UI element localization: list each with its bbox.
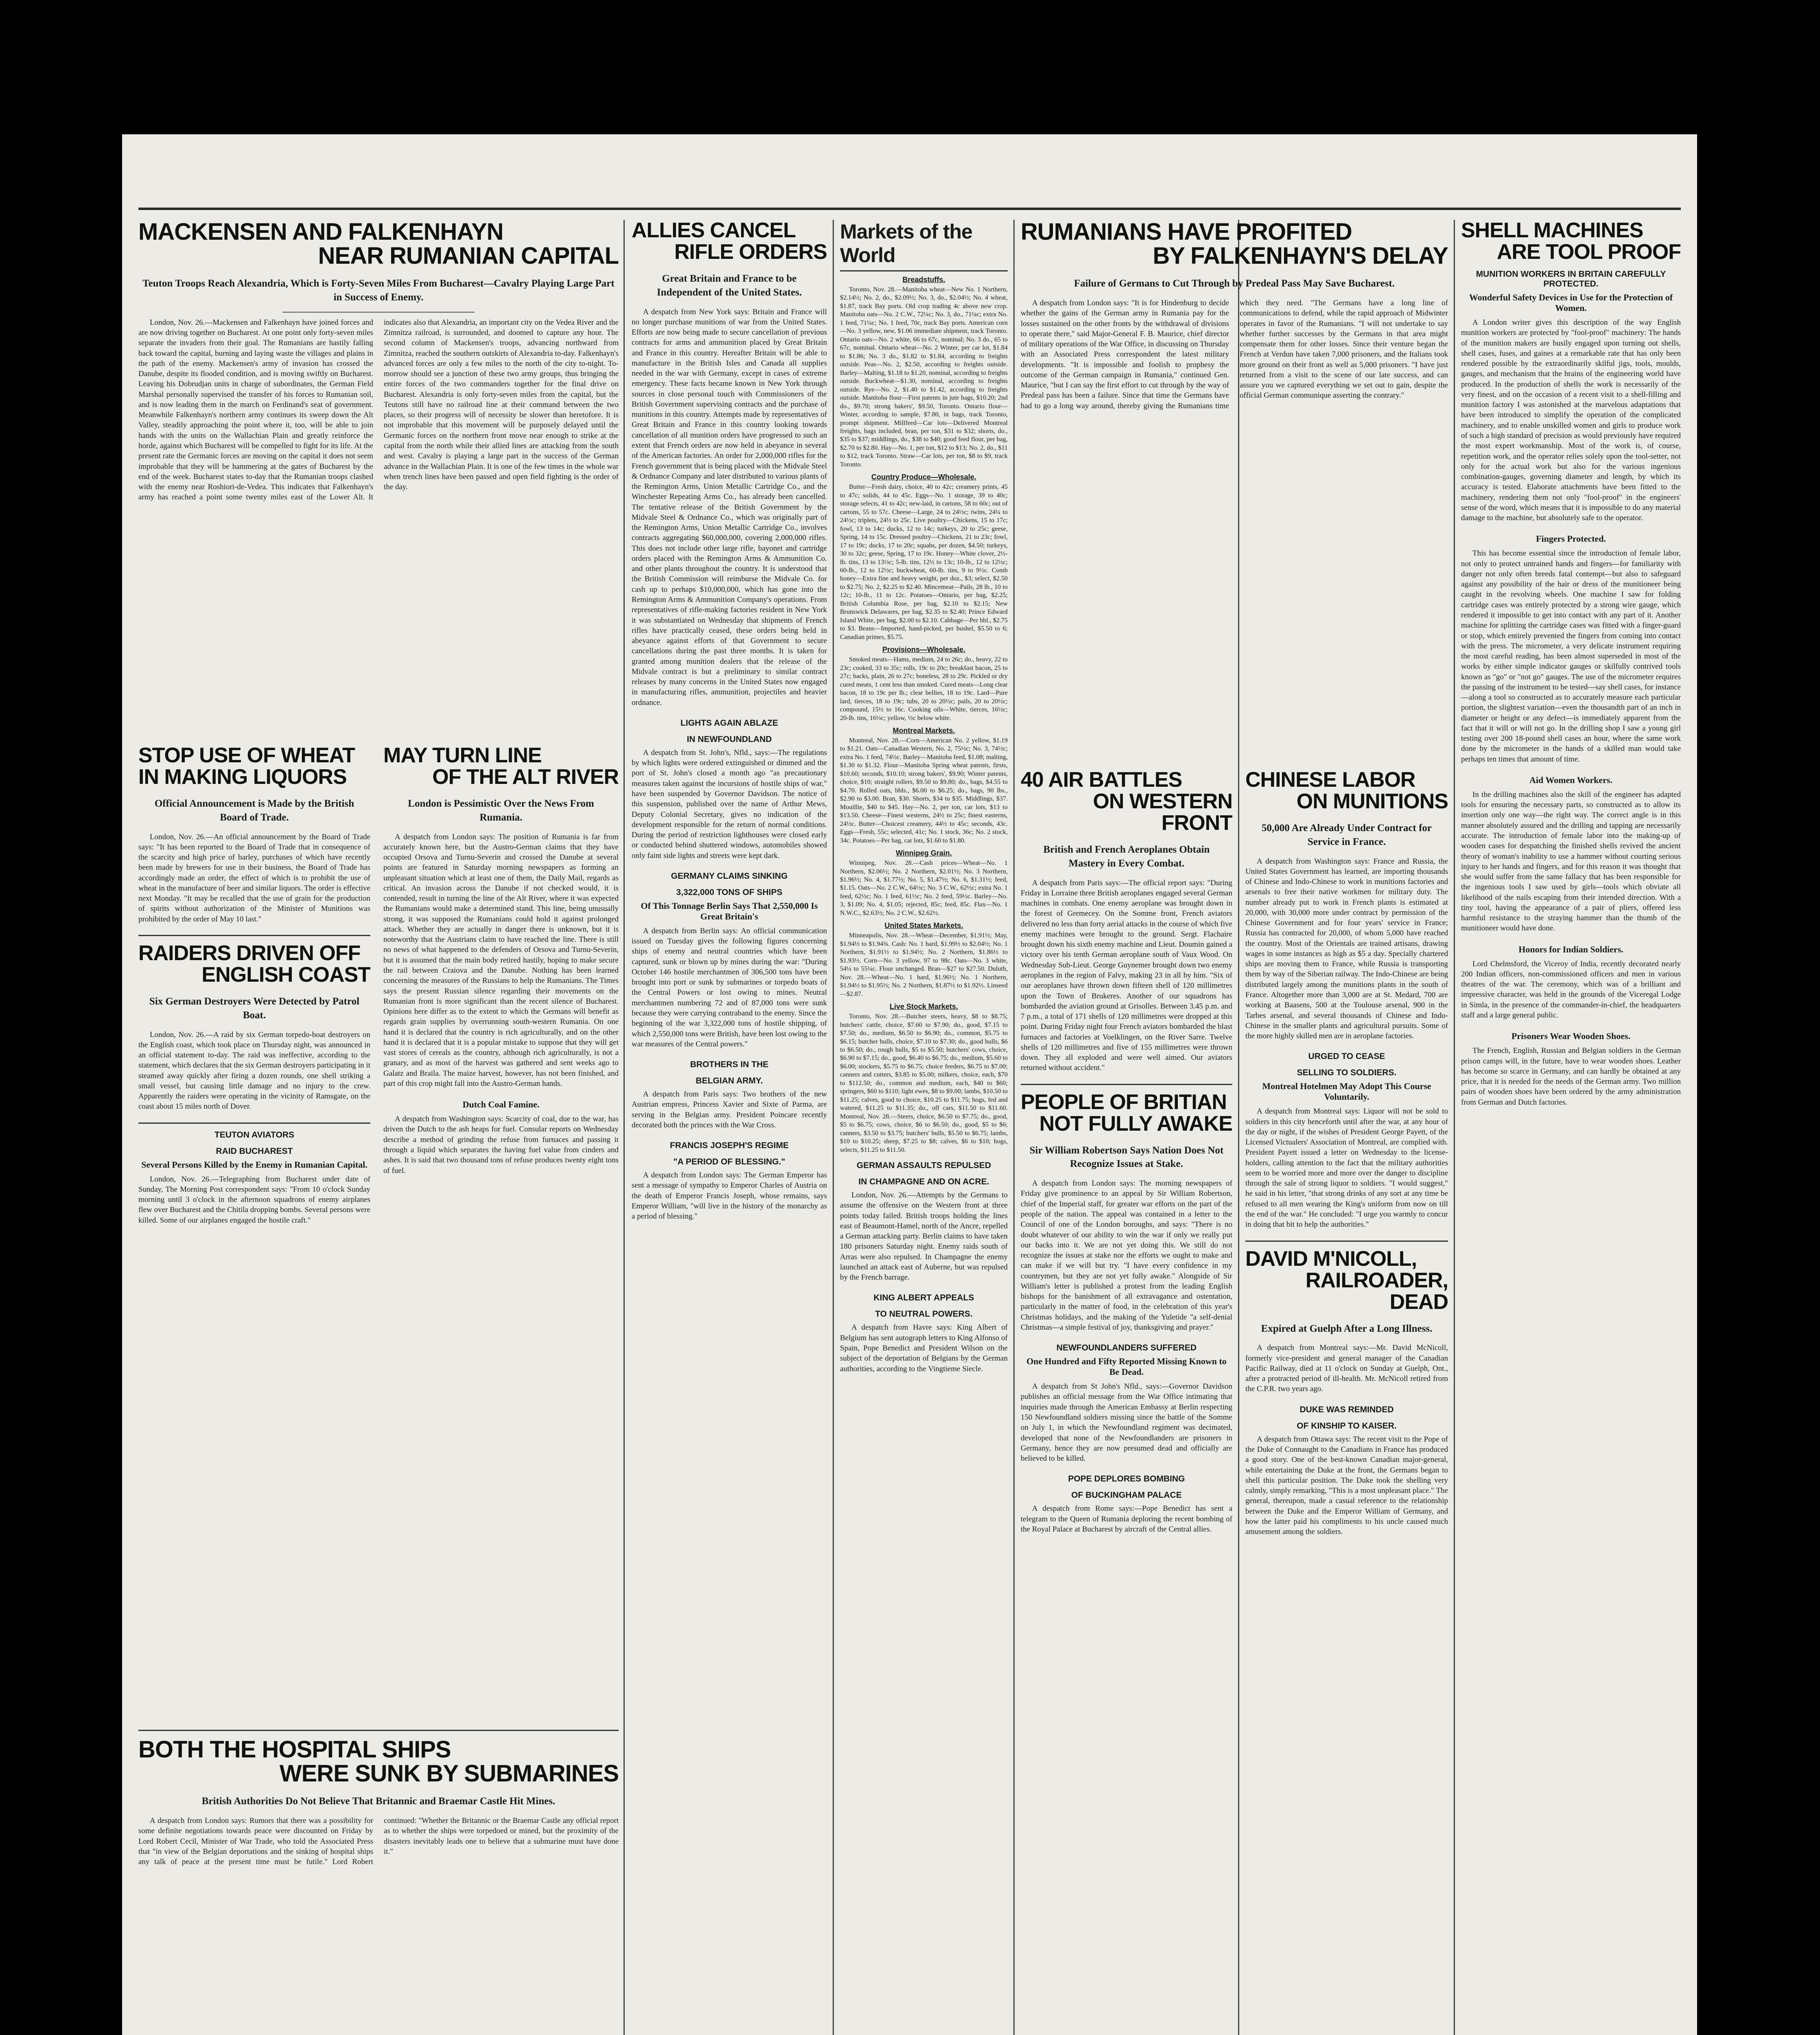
market-section-body: Toronto, Nov. 28.—Manitoba wheat—New No. 1 Northern, $2.14½; No. 2, do., $2.09½; No. 3, do., $2.04½; No. 4 wheat, $1.87, track Bay ports. Old crop trading 4c above new crop. Manitoba oats—No. 2 C.W., 72¼c; No. 3, do., 71¼c; extra No. 1 feed, 71¼c; No. 1 feed, 70c, track Bay ports. American corn—No. 3 yellow, new, $1.06 immediate shipment, track Toronto. Ontario oats—No. 2 white, 66 to 67c, nominal; No. 3 do., 65 to 67c, nominal. Ontario wheat—No. 2 Winter, per car lot, $1.84 to $1.86; No. 3 do., $1.82 to $1.84, according to freights outside. Peas—No. 2, $2.50, according to freights outside. Barley—Malting, $1.18 to $1.20, nominal, according to freights outside. Buckwheat—$1.30, nominal, according to freights outside. Rye—No. 2, $1.40 to $1.42, according to freights outside. Manitoba flour—First patents in jute bags, $10.20; 2nd do., $9.70; strong bakers', $9.50, Toronto. Ontario flour—Winter, according to sample, $7.80, in bags, track Toronto, prompt shipment. Millfeed—Car lots—Delivered Montreal freights, bags included, bran, per ton, $31 to $32; shorts, do., $35 to $37; middlings, do., $38 to $40; good feed flour, per bag, $2.70 to $2.80. Hay—No. 1, per ton, $12 to $13; No. 2, do., $11 to $12, track Toronto. Straw—Car lots, per ton, $8 to $9, track Toronto. xyxy=(840,286,1008,468)
subhead: FRANCIS JOSEPH'S REGIME xyxy=(669,1141,789,1151)
market-section-head: Breadstuffs. xyxy=(902,276,945,284)
subhead: OF BUCKINGHAM PALACE xyxy=(1071,1490,1182,1500)
subhead: "A PERIOD OF BLESSING." xyxy=(673,1157,785,1167)
markets-title: Markets of the World xyxy=(840,220,972,267)
column-6 xyxy=(1245,769,1448,2035)
article-body: London, Nov. 26.—Telegraphing from Bucharest under date of Sunday, The Morning Post correspondent says: "From 10 o'clock Sunday morning until 3 o'clock in the afternoon squadrons of enemy airplanes flew over Bucharest and the Chitila dropping bombs. Several persons were killed. Some of our airplanes engaged the hostile craft." xyxy=(138,1175,370,1225)
article-body: A despatch from Paris says:—The official report says: "During Friday in Lorraine three British aeroplanes engaged several German machines in combats. One enemy aeroplane was brought down in the forest of Gremecey. On the Somme front, French aviators delivered no less than forty aerial attacks in the course of which five enemy machines were brought to the ground. Sergt. Flachaire brought down his sixth enemy machine and Lieut. Doumin gained a victory over his tenth German aeroplane south of Vaux Wood. On Wednesday Sub-Lieut. George Guynemer brought down two enemy aeroplanes in the region of Falvy, making 23 in all by him. "Six of our aeroplanes have thrown down fifteen shell of 120 millimetres upon the Town of Brukeres. Another of our squadrons has bombarded the aviation ground at Grisolles. Between 3.45 p.m. and 7 p.m., a total of 171 shells of 120 millimetres were dropped at this point. During Friday night four French aviators bombarded the blast furnaces and factories at Voelklingen, on the River Sarre. Twelve shells of 120 millimetres and five of 155 millimetres were thrown down. They all exploded and were well aimed. Our aviators returned without accident." xyxy=(1021,878,1232,1072)
subhead: SELLING TO SOLDIERS. xyxy=(1297,1068,1397,1078)
subhead: Honors for Indian Soldiers. xyxy=(1518,944,1623,954)
lower-left-block xyxy=(138,745,619,2035)
top-rule xyxy=(138,208,1681,210)
subhead: KING ALBERT APPEALS xyxy=(873,1293,974,1303)
headline: ARE TOOL PROOF xyxy=(1496,240,1681,264)
column-4-markets xyxy=(840,220,1008,2035)
article-body: London, Nov. 26.—Attempts by the Germans to assume the offensive on the Western front at three points today failed. British troops holding the lines east of Beaumont-Hamel, north of the Ancre, repelled a German attacking party. Berlin claims to have taken 180 prisoners Saturday night. Enemy raids south of Arras were also repulsed. In Champagne the enemy launched an attack east of Auberne, but was repulsed by the French barrage. xyxy=(840,1191,1008,1282)
subhead: Aid Women Workers. xyxy=(1529,775,1612,785)
market-section-body: Toronto, Nov. 28.—Butcher steers, heavy, $8 to $8.75; butchers' cattle, choice, $7.60 to $7.90; do., good, $7.15 to $7.50; do., medium, $6.50 to $6.90; do., common, $5.75 to $6.15; butcher bulls, choice, $7.10 to $7.30; do., good bulls, $6 to $6.50; do., rough bulls, $5 to $5.50; butchers' cows, choice, $6.90 to $7.15; do., good, $6.40 to $6.75; do., medium, $5.60 to $6.00; stockers, $5.75 to $6.75; choice feeders, $6.75 to $7.00; canners and cutters, $3.85 to $5.00; milkers, choice, each, $70 to $112.50; do., common and medium, each, $40 to $60; springers, $60 to $110; light ewes, $8 to $9.00; lambs, $10.50 to $11.25; calves, good to choice, $10.25 to $11.75; hogs, fed and watered, $11.25 to $11.35; do., off cars, $11.50 to $11.60. Montreal, Nov. 28.—Steers, choice, $6.50 to $7.75; do., good, $5 to $6.75; cows, choice, $6 to $6.50; do., good, $5 to $6; canners, $3.50 to $3.75; butchers' bulls, $5.50 to $6.75; lambs, $10 to $10.25; sheep, $7.25 to $8; calves, $6 to $10; hogs, selects, $11.25 to $11.50. xyxy=(840,1013,1008,1153)
deck: Montreal Hotelmen May Adopt This Course Voluntarily. xyxy=(1262,1081,1431,1102)
article-body: In the drilling machines also the skill of the engineer has adapted tools for ensuring the necessary parts, so constructed as to allow its insertion only one way—the right way. The correct angle is in this manner absolutely assured and the drilling and tapping are necessarily accurate. The introduction of female labor into the making-up of wooden cases for despatching the finished shells revived the ancient theory of woman's inability to use a hammer without courting serious injury to her hands and fingers, and for this reason it was thought that she would suffer from the same fallacy that has been responsible for the ingenious tools I saw used by girls—tools which obviate all likelihood of the nails escaping from their intended direction. With a tiny tool, having the appearance of a pair of pliers, offered less harmful resistance to the straying hammer than the thumb of the munitioneer would have done. xyxy=(1461,790,1681,933)
article-body: A despatch from Rome says:—Pope Benedict has sent a telegram to the Queen of Rumania deploring the recent bombing of the Royal Palace at Bucharest by aircraft of the Central allies. xyxy=(1021,1504,1232,1534)
deck: Expired at Guelph After a Long Illness. xyxy=(1261,1323,1433,1334)
article-body: A despatch from London says: Rumors that there was a possibility for some definite negotiations towards peace were discounted on Friday by Lord Robert Cecil, Minister of War Trade, who told the Associated Press that "in view of the Belgian deportations and the sinking of hospital ships any talk of peace at the present time must be futile." Lord Robert continued: "Whether the Britannic or the Braemar Castle any official report as to whether the ships were torpedoed or mined, but the proximity of the disasters inevitably leads one to believe that a submarine must have done it." xyxy=(138,1816,619,1867)
subhead: TEUTON AVIATORS xyxy=(214,1130,294,1140)
subhead: IN NEWFOUNDLAND xyxy=(687,734,772,744)
article-body: A despatch from London says: "It is for Hindenburg to decide whether the gains of the German army in Rumania pay for the losses sustained on the other fronts by the withdrawal of divisions to operate there," said Major-General F. B. Maurice, chief director of military operations of the War Office, in discussing on Thursday with an Associated Press correspondent the latest military developments. "It is impossible and foolish to prophesy the outcome of the German campaign in Rumania," continued Gen. Maurice, "but I can say the first effort to cut through by the way of Predeal pass has been a failure. Since that time the Germans have had to go a long way around, thereby giving the Rumanians time which they need. "The Germans have a long line of communications to defend, while the rapid approach of Midwinter operates in favor of the Rumanians. "I will not undertake to say whether further successes by the Germans in that area might compensate them for other losses. Since their venture began the French at Verdun have taken 7,000 prisoners, and the Italians took more ground on their front as well as 5,000 prisoners. "I have just returned from a visit to the scene of our late success, and can assure you we captured everything we set out to gain, despite the official German communique asserting the contrary." xyxy=(1021,299,1448,410)
headline: RAILROADER, DEAD xyxy=(1305,1268,1448,1314)
headline: MACKENSEN AND FALKENHAYN xyxy=(138,220,503,245)
headline: RUMANIANS HAVE PROFITED xyxy=(1021,220,1352,245)
article-body: A despatch from London says: The morning newspapers of Friday give prominence to an appeal by Sir William Robertson, chief of the Imperial staff, for greater war efforts on the part of the people of the nation. The appeal was contained in a letter to the Council of one of the London boroughs, and says: "There is no doubt whatever of our ability to win the war if only we really put our backs into it. We are not yet doing this. We still do not recognize the issues at stake nor the efforts we ought to make and can make if we will but try. "I have every confidence in my countrymen, but they are not yet fully awake." Alongside of Sir William's letter is published a protest from the leading English bishops for the banishment of all extravagance and ostentation, particularly in the matter of food, in the celebration of this year's Christmas holidays, and the making of the Yuletide "a self-denial Christmas—a simple festival of joy, thanksgiving and prayer." xyxy=(1021,1179,1232,1332)
market-section-body: Butter—Fresh dairy, choice, 40 to 42c; creamery prints, 45 to 47c; solids, 44 to 45c. Eggs—No. 1 storage, 39 to 40c; storage selects, 41 to 42c; new-laid, in cartons, 58 to 60c; out of cartons, 55 to 57c. Cheese—Large, 24 to 24½c; twins, 24¼ to 24½c; triplets, 24½ to 25c. Live poultry—Chickens, 15 to 17c; fowl, 13 to 14c; ducks, 12 to 14c; turkeys, 20 to 25c; geese, Spring, 14 to 15c. Dressed poultry—Chickens, 21 to 23c; fowl, 17 to 19c; ducks, 17 to 20c; squabs, per dozen, $4.50; turkeys, 30 to 32c; geese, Spring, 17 to 19c. Honey—White clover, 2½-lb. tins, 13 to 13½c; 5-lb. tins, 12½ to 13c; 10-lb., 12 to 12½c; 60-lb., 12 to 12½c; buckwheat, 60-lb. tins, 9 to 9½c. Comb honey—Extra fine and heavy weight, per doz., $3; select, $2.50 to $2.75; No. 2, $2.25 to $2.40. Mincemeat—Pails, 28 lb., 10 to 12c; 10-lb., 11 to 12c. Potatoes—Ontario, per bag, $2.25; British Columbia Rose, per bag, $2.10 to $2.15; New Brunswick Delawares, per bag, $2.35 to $2.40; Prince Edward Island White, per bag, $2.00 to $2.10. Cabbage—Per bbl., $2.75 to $3. Beans—Imported, hand-picked, per bushel, $5.50 to 6; Canadian primes, $5.75. xyxy=(840,484,1008,641)
article-body: A despatch from London says: The German Emperor has sent a message of sympathy to Emperor Charles of Austria on the death of Emperor Francis Joseph, whose remains, says Emperor William, "will live in the history of the monarchy as a period of blessing." xyxy=(632,1171,827,1221)
market-section-head: Montreal Markets. xyxy=(892,726,955,735)
subhead: IN CHAMPAGNE AND ON ACRE. xyxy=(858,1177,989,1187)
headline: RAIDERS DRIVEN OFF xyxy=(138,941,361,965)
subhead: MUNITION WORKERS IN BRITAIN CAREFULLY PROTECTED. xyxy=(1476,269,1666,289)
subhead: Dutch Coal Famine. xyxy=(462,1099,540,1110)
column-rule xyxy=(1013,220,1015,2035)
article-body: London, Nov. 26.—A raid by six German torpedo-boat destroyers on the English coast, which took place on Thursday night, was announced in an official statement to-day. The raid was ineffective, according to the statement, which declares that the six German destroyers participating in it steamed away quickly after firing a dozen rounds, one shell striking a small vessel, but causing little damage and no injury to the crew. Apparently the raiders were operating in the vicinity of Ramsgate, on the coast about 15 miles north of Dover. xyxy=(138,1030,370,1111)
article-body: A despatch from Paris says: Two brothers of the new Austrian empress, Princess Xavier and Sixte of Parma, are serving in the Belgian army. President Poincare recently decorated both the princes with the War Cross. xyxy=(632,1090,827,1129)
market-section-body: Winnipeg, Nov. 28.—Cash prices—Wheat—No. 1 Northern, $2.06½; No. 2 Northern, $2.01½; No. 3 Northern, $1.96½; No. 4, $1.77½; No. 5, $1.47½; No. 6, $1.31½; feed, $1.15. Oats—No. 2 C.W., 64½c; No. 3 C.W., 62½c; extra No. 1 feed, 62½c; No. 1 feed, 61½c; No. 2 feed, 59½c. Barley—No. 3, $1.09; No. 4, $1.05; rejected, 85c; feed, 85c. Flax—No. 1 N.W.C., $2.63½; No. 2 C.W., $2.62½. xyxy=(840,860,1008,917)
deck: Sir William Robertson Says Nation Does Not Recognize Issues at Stake. xyxy=(1029,1144,1224,1170)
deck: Several Persons Killed by the Enemy in Rumanian Capital. xyxy=(141,1159,368,1170)
market-section-head: Country Produce—Wholesale. xyxy=(871,473,977,481)
column-2 xyxy=(383,745,619,1713)
market-section-body: Montreal, Nov. 28.—Corn—American No. 2 yellow, $1.19 to $1.21. Oats—Canadian Western, No. 2, 75½c; No. 3, 74½c; extra No. 1 feed, 74½c. Barley—Manitoba feed, $1.08; malting, $1.30 to $1.32. Flour—Manitoba Spring wheat patents, firsts, $10.60; seconds, $10.10; strong bakers', $9.90; Winter patents, choice, $10; straight rollers, $9.50 to $9.80; do., bags, $4.55 to $4.70. Rolled oats, bbls., $6.00 to $6.25; do., bags, 90 lbs., $2.90 to $3.00. Bran, $30. Shorts, $34 to $35. Middlings, $37. Mouillie, $40 to $45. Hay—No. 2, per ton, car lots, $13 to $13.50. Cheese—Finest westerns, 24½ to 25c; finest easterns, 24½c. Butter—Choicest creamery, 44½ to 45c; seconds, 43c. Eggs—Fresh, 55c; selected, 41c; No. 1 stock, 36c; No. 2 stock, 34c. Potatoes—Per bag, car lots, $1.60 to $1.80. xyxy=(840,737,1008,844)
headline: RIFLE ORDERS xyxy=(674,240,827,264)
column-rule xyxy=(833,220,834,2035)
headline: ENGLISH COAST xyxy=(201,963,370,987)
article-body: London, Nov. 26.—Mackensen and Falkenhayn have joined forces and are now driving together on Bucharest. At one point only forty-seven miles separate the invaders from their goal. The Rumanians are hastily falling back toward the capital, burning and laying waste the villages and plains in the path of the enemy. Mackensen's army of invasion has crossed the Danube, despite its flooded condition, and is moving swiftly on Bucharest. Leaving his Dobrudjan units in charge of subordinates, the German Field Marshal personally supervised the transfer of his forces to Rumanian soil, and is now leading them in the march on Ferdinand's seat of government. Meanwhile Falkenhayn's northern army continues its sweep down the Alt Valley, steadily approaching the point where it, too, will be able to join hands with the units on the Wallachian Plain and greatly reinforce the horde, against which Bucharest will be compelled to fight for its life. At the present rate the Germanic forces are moving on the capital it does not seem improbable that they will be hammering at the gates of Bucharest by the end of the week. Bucharest states to-day that the Rumanian troops clashed with the enemy near Roshiori-de-Vedea. This indicates that Falkenhayn's army has reached a point some twenty miles east of the Lower Alt. It indicates also that Alexandria, an important city on the Vedea River and the Zimnitza railroad, is surrounded, and doomed to capture any hour. The second column of Mackensen's troops, advancing northward from Zimnitza, reached the southern outskirts of Alexandria to-day. Falkenhayn's advanced forces are only a few miles to the north of the city to-night. To-morrow should see a junction of these two army groups, thus bringing the entire forces of the two commanders together for the final drive on Bucharest. Alexandria is only forty-seven miles from the capital, but the Teutons still have no railroad line at their command between the two places, so their progress will of necessity be slower than heretofore. It is not improbable that this movement will be purposely delayed until the Germanic forces on the northern front move near enough to strike at the capital from the north while their allied lines are attacking from the south and west. Cavalry is playing a large part in the success of the German advance in the Wallachian Plain. It is one of the few times in the whole war when trench lines have been passed and open field fighting is the order of the day. xyxy=(138,318,619,502)
headline: MAY TURN LINE xyxy=(383,745,542,767)
article-body: A despatch from Washington says: France and Russia, the United States Government has learned, are importing thousands of Chinese and Indo-Chinese to work in munitions factories and arsenals to free their native workmen for military duty. The number already put to work in French plants is estimated at 20,000, with 30,000 more under contract by permission of the Chinese Government and for four years' service in France; Russia has contracted for 20,000, of whom 5,000 have reached the country. Most of the Orientals are trained artisans, drawing wages in some instances as high as $5 a day. Specially chartered ships are moving them to France, while Russia is transporting them by way of the Siberian railway. The Indo-Chinese are being distributed largely among the munitions plants in the south of France. Altogether more than 3,000 are at St. Medard, 700 are working at Baasens, 500 at the Toulouse arsenal, 900 in the Tarbes arsenal, and several thousands of Chinese and Indo-Chinese in the smaller plants and agricultural pursuits. Some of the more highly skilled men are in aeroplane factories. xyxy=(1245,857,1448,1041)
headline: ON MUNITIONS xyxy=(1296,790,1448,814)
subhead: NEWFOUNDLANDERS SUFFERED xyxy=(1056,1343,1197,1353)
headline: DAVID M'NICOLL, xyxy=(1245,1247,1417,1271)
headline: STOP USE OF WHEAT xyxy=(138,745,355,767)
subhead: OF KINSHIP TO KAISER. xyxy=(1297,1421,1397,1431)
headline: NOT FULLY AWAKE xyxy=(1039,1112,1232,1136)
article-body: A despatch from Ottawa says: The recent visit to the Pope of the Duke of Connaught to the Canadians in France has produced a good story. One of the best-known Canadian major-general, while entertaining the Duke at the front, the Germans began to shell this particular position. The Duke took the shelling very calmly, simply remarking, "This is a most unpleasant place." The general, thereupon, made a casual reference to the relationship between the Duke and the Emperor William of Germany, and how the latter paid his compliments to his uncle caused much amusement among the soldiers. xyxy=(1245,1435,1448,1536)
deck: London is Pessimistic Over the News From Rumania. xyxy=(408,798,594,823)
subhead: URGED TO CEASE xyxy=(1308,1052,1385,1061)
market-section-head: Live Stock Markets. xyxy=(889,1002,958,1011)
headline: BY FALKENHAYN'S DELAY xyxy=(1153,243,1448,269)
markets-list xyxy=(840,276,1008,1154)
article-body: The French, English, Russian and Belgian soldiers in the German prison camps will, in the future, have to wear wooden shoes. Leather has become so scarce in Germany, and can hardly be obtained at any price, that it is needed for the needs of the German army. Two million pairs of wooden shoes have been ordered by the army administration from German and Dutch factories. xyxy=(1461,1046,1681,1107)
article-body: A despatch from Montreal says: Liquor will not be sold to soldiers in this city henceforth until after the war, at any hour of the day or night, if the wishes of President George Payett, of the Licensed Victualers' Association of Montreal, are complied with. President Payett issued a letter on Wednesday to the license-holders, calling attention to the fact that the military authorities seem to be worried more and more over the danger to discipline through the sale of strong liquor to soldiers. "I would suggest," he said in his letter, "that strong drinks of any sort at any time be refused to all men wearing the King's uniform from now on till the end of the war." He concluded: "I urge you warmly to concur in doing that bit to help the authorities." xyxy=(1245,1107,1448,1229)
column-7 xyxy=(1461,220,1681,2035)
headline: NEAR RUMANIAN CAPITAL xyxy=(318,243,619,269)
deck: British Authorities Do Not Believe That Britannic and Braemar Castle Hit Mines. xyxy=(201,1796,556,1807)
headline: IN MAKING LIQUORS xyxy=(138,765,347,789)
article-body: A despatch from Berlin says: An official communication issued on Tuesday gives the following figures concerning ships of enemy and neutral countries which have been captured, sunk or blown up by mines during the war: "During October 146 hostile merchantmen of 306,500 tons have been brought into port or sunk by submarines or torpedo boats of the Central Powers or lost owing to mines. Neutral merchantmen numbering 72 and of 87,000 tons were sunk because they were carrying contraband to the enemy. Since the beginning of the war 3,322,000 tons of hostile shipping, of which 2,550,000 tons were British, have been lost owing to the war measures of the Central powers." xyxy=(632,926,827,1048)
subhead: RAID BUCHAREST xyxy=(216,1146,293,1156)
deck: Failure of Germans to Cut Through by Predeal Pass May Save Bucharest. xyxy=(1074,278,1395,289)
deck: Wonderful Safety Devices in Use for the Protection of Women. xyxy=(1469,292,1673,313)
subhead: 3,322,000 TONS OF SHIPS xyxy=(676,887,783,897)
article-body: A despatch from Washington says: Scarcity of coal, due to the war, has driven the Dutch to the ash heaps for fuel. Consular reports on Wednesday describe a method of grinding the refuse from furnaces and passing it through a liquid which separates the having fuel value from cinders and ashes. It is said that two thousand tons of refuse produces twenty eight tons of fuel. xyxy=(383,1115,619,1175)
headline: ALLIES CANCEL xyxy=(632,220,796,242)
column-3 xyxy=(632,220,827,2035)
column-1 xyxy=(138,745,370,1713)
subhead: GERMAN ASSAULTS REPULSED xyxy=(856,1161,991,1171)
headline: 40 AIR BATTLES xyxy=(1021,769,1182,792)
headline: BOTH THE HOSPITAL SHIPS xyxy=(138,1736,451,1763)
subhead: LIGHTS AGAIN ABLAZE xyxy=(680,718,778,728)
article-body: A despatch from London says: The position of Rumania is far from accurately known here, but the Austro-German claims that they have occupied Orsova and Turnu-Severin and crossed the Danube at several points are featured in Saturday morning newspapers as forming an unpleasant situation which at least one of them, the Daily Mail, regards as critical. An invasion across the Danube if not checked would, it is contended, result in turning the line of the Alt River, where it was expected the Rumanians would make a determined stand. This line, being unusually strong, it was supposed the Rumanians could hold it against prolonged attack. Whether they are actually in danger there is unknown, but it is noteworthy that the Austrians claim to have reached the line. There is still no news of what happened to the defenders of Orsova and Turnu-Severin, but it is assumed that the main body retired hastily, hoping to make secure the rail between Craiova and the Danube. Nothing has been learned concerning the measures of the Russians to help the Rumanians. The Times says the present Russian silence regarding their movements on the Rumanian front is more significant than the recent silence of Bucharest. Opinions here differ as to the extent to which the Germans will benefit as regards grain supplies by overrunning south-western Rumania. On one hand it is declared that the country is rich agriculturally, and on the other hand it is declared that it is a popular mistake to suppose that they will get vast stores of cereals as the country, although rich agriculturally, is not a granary, and as most of the harvest was gathered and sent weeks ago to Galatz and Braila. The maize harvest, however, has not been finished, and part of this crop might fall into the Austro-German hands. xyxy=(383,832,619,1088)
newspaper-page xyxy=(122,134,1697,2035)
article-body: London, Nov. 26.—An official announcement by the Board of Trade says: "It has been reported to the Board of Trade that in consequence of the scarcity and high price of barley, purchases of which have recently been made by brewers for use in their business, the Board of Trade has accordingly made an order, the effect of which is to prohibit the use of wheat in the manufacture of beer and similar liquors. The order is effective next Monday. "It may be recalled that the use of grain for the production of spirits without authorization of the Minister of Munitions was prohibited by the order of May 10 last." xyxy=(138,832,370,923)
headline: ON WESTERN FRONT xyxy=(1093,790,1232,835)
subhead: BELGIAN ARMY. xyxy=(696,1076,763,1086)
market-section-head: United States Markets. xyxy=(884,921,963,930)
deck: Six German Destroyers Were Detected by Patrol Boat. xyxy=(149,996,360,1021)
article-body: Lord Chelmsford, the Viceroy of India, recently decorated nearly 200 Indian officers, non-commissioned officers and men in various theatres of the war. The ceremony, which was of a brilliant and impressive character, was held in the grounds of the Viceregal Lodge in Simla, in the presence of the commander-in-chief, the headquarters staff and a large general public. xyxy=(1461,959,1681,1020)
article-body: This has become essential since the introduction of female labor, not only to protect untrained hands and fingers—for familiarity with danger not only often breeds fatal contempt—but also to safeguard against any possibility of the hair or dress of the munitioneer being caught in the revolving wheels. One machine I saw for folding cartridge cases was entirely protected by a strong wire gauge, which rendered it impossible to get into contact with any part of it. Another machine for splitting the cartridge cases was fitted with a finger-guard or stop, which entirely prevented the fingers from coming into contact with the press. The micrometer, a very delicate instrument requiring the most careful reading, has been almost superseded in most of the works by either simple indicator gauges or skilfully contrived tools known as "go" or "not go" gauges. The use of the micrometer requires the passing of the instrument to be tested—say shell cases, for instance—along a tool so constructed as to accurately measure each particular portion, the slightest variation—even the thousandth part of an inch in diameter or height or any defect—is immediately apparent from the fact that it will or will not go. In the drilling shop I saw a young girl testing over 200 18-pound shell cases an hour, where the same work done by the micrometer in the hands of a skilled man would take perhaps ten times that amount of time. xyxy=(1461,549,1681,764)
subhead: Fingers Protected. xyxy=(1536,534,1606,544)
subhead: TO NEUTRAL POWERS. xyxy=(875,1309,973,1319)
headline: OF THE ALT RIVER xyxy=(432,765,619,789)
column-5 xyxy=(1021,769,1232,2035)
subhead: GERMANY CLAIMS SINKING xyxy=(671,871,788,881)
article-body: A despatch from New York says: Britain and France will no longer purchase munitions of war from the United States. Efforts are now being made to secure cancellation of previous contracts for arms and ammunition placed by Great Britain and France in this country. Hereafter Britain will be able to manufacture in the British Isles and Canada all supplies needed in the war with Germany, except in cases of extreme emergency. These facts became known in New York through sources in close personal touch with Commissioners of the British Government supervising contracts and the purchase of munitions in this country. Attempts made by representatives of Great Britain and France in this country looking towards cancellation of all munition orders have progressed to such an extent that French orders are now held in abeyance in several of the American factories. An order for 2,000,000 rifles for the French government that is being placed with the Midvale Steel & Ordnance Company and later distributed to various plants of the Remington Arms, Union Metallic Cartridge Co., and the Winchester Repeating Arms Co., has already been cancelled. The tentative release of the British Government by the Midvale Steel & Ordnance Co., which was originally part of the Remington Arms, Union Metallic Cartridge Co., involves contracts aggregating $60,000,000, covering 2,000,000 rifles. This does not include other large rifle, bayonet and cartridge orders placed with the Remington Arms & Ammunition Co. and other plants throughout the country. It is understood that the British Commission will reimburse the Midvale Co. for cash up to perhaps $10,000,000, which has gone into the Remington Arms & Ammunition Company's operations. From representatives of rifle-making factories resident in New York it was substantiated on Wednesday that shipments of French rifles have practically ceased, these orders being held in abeyance against efforts of that Government to secure cancellations during the past three months. It is taken for granted among munition dealers that the release of the Midvale contract is but a preliminary to similar contract releases by many concerns in the United States now engaged in manufacturing rifles, ammunition, projectiles and heavier ordnance. xyxy=(632,307,827,707)
deck: Official Announcement is Made by the British Board of Trade. xyxy=(154,798,354,823)
hospital-ships-story xyxy=(138,1730,619,2035)
deck: British and French Aeroplanes Obtain Mastery in Every Combat. xyxy=(1043,844,1210,869)
article-body: A despatch from Montreal says:—Mr. David McNicoll, formerly vice-president and general manager of the Canadian Pacific Railway, died at 11 o'clock on Sunday at Guelph, Ont., after a protracted period of ill-health. Mr. McNicoll retired from the C.P.R. two years ago. xyxy=(1245,1344,1448,1394)
article-body: A despatch from St. John's, Nfld., says:—The regulations by which lights were ordered extinguished or dimmed and the port of St. John's closed a month ago "as precautionary measures taken against the incursions of hostile ships of war," have been suspended by Governor Davidson. The notice of this suspension, published over the name of Arthur Mews, Deputy Colonial Secretary, gives no indication of the development responsible for the return of normal conditions. During the period of restriction lighthouses were closed early or conducted behind shuttered windows, automobiles showed only faint side lights and streets were kept dark. xyxy=(632,748,827,860)
subhead: BROTHERS IN THE xyxy=(690,1060,769,1070)
article-body: A London writer gives this description of the way English munition workers are protected by "fool-proof" machinery: The hands of the munition makers are busily engaged upon turning out shells, shell cases, fuses, and gaines at a remarkable rate that has only been rendered possible by the extraordinarily skilful jigs, tools, moulds, gauges, and mechanism that the brains of the engineering world have produced. In the production of shells the work is necessarily of the very finest, and on the occasion of a recent visit to a shell-filling and munition factory I was astonished at the marvelous adaptations that have been introduced to simplify the operation of the complicated machinery, and to enable unskilled women and girls to produce work of such a high standard of precision as would previously have required the most expert workmanship. Most of the work is, of course, repetition work, and the operator relies solely upon the tool-setter, not only for the actual work but also for the various ingenious combination-gauges, governing diameter and length, by which its accuracy is tested. Elaborate attachments have been fitted to the machinery, rendering them not only "fool-proof" in the engineers' sense of the word, which means that it is impossible to do any material damage to the machine, but absolutely safe to the operator. xyxy=(1461,318,1681,523)
deck: Great Britain and France to be Independent of the United States. xyxy=(656,273,802,298)
subhead: POPE DEPLORES BOMBING xyxy=(1068,1474,1185,1484)
market-section-head: Winnipeg Grain. xyxy=(896,849,952,858)
headline: PEOPLE OF BRITIAN xyxy=(1021,1090,1227,1114)
market-section-body: Smoked meats—Hams, medium, 24 to 26c; do., heavy, 22 to 23c; cooked, 33 to 35c; rolls, 19c to 20c; breakfast bacon, 25 to 27c; backs, plain, 26 to 27c; boneless, 28 to 29c. Pickled or dry cured meats, 1 cent less than smoked. Cured meats—Long clear bacon, 18 to 19c per lb.; clear bellies, 18 to 19c. Lard—Pure lard, tierces, 18 to 19c; tubs, 20 to 20½c; pails, 20 to 20½c; compound, 15½ to 16c. Cooking oils—White, tierces, 16½c; 20-lb. tins, 16½c; yellow, ½c below white. xyxy=(840,656,1008,722)
divider xyxy=(282,312,475,313)
market-section-head: Provisions—Wholesale. xyxy=(882,646,966,654)
subhead: DUKE WAS REMINDED xyxy=(1299,1405,1394,1414)
deck: Teuton Troops Reach Alexandria, Which is Forty-Seven Miles From Bucharest—Cavalry Playing Large Part in Success of Enemy. xyxy=(142,278,615,303)
headline: WERE SUNK BY SUBMARINES xyxy=(279,1760,619,1787)
headline: SHELL MACHINES xyxy=(1461,220,1643,242)
subhead: Prisoners Wear Wooden Shoes. xyxy=(1511,1031,1631,1042)
deck: One Hundred and Fifty Reported Missing Known to Be Dead. xyxy=(1026,1356,1227,1377)
headline: CHINESE LABOR xyxy=(1245,769,1415,792)
article-body: A despatch from St John's Nfld., says:—Governor Davidson publishes an official message from the War Office intimating that inquiries made through the American Embassy at Berlin respecting 150 Newfoundland soldiers missing since the battle of the Somme on July 1, in which the Newfoundland regiment was decimated, developed that none of the Newfoundlanders are prisoners in Germany, hence they are now presumed dead and officially are believed to be killed. xyxy=(1021,1382,1232,1463)
article-body: A despatch from Havre says: King Albert of Belgium has sent autograph letters to King Alfonso of Spain, Pope Benedict and President Wilson on the subject of the deportation of Belgians by the German authorities, according to the Vingtieme Siecle. xyxy=(840,1323,1008,1373)
column-rule xyxy=(623,220,625,2035)
rumanians-story xyxy=(1021,220,1448,761)
market-section-body: Minneapolis, Nov. 28.—Wheat—December, $1.91½; May, $1.94½ to $1.94¾. Cash: No. 1 hard, $1.99½ to $2.04½; No. 1 Northern, $1.91½ to $1.94½; No. 2 Northern, $1.86½ to $1.93½. Corn—No. 3 yellow, 97 to 98c. Oats—No. 3 white, 54¼ to 55¼c. Flour unchanged. Bran—$27 to $27.50. Duluth, Nov. 28.—Wheat—No. 1 hard, $1.96½; No. 1 Northern, $1.94½ to $1.95½; No. 2 Northern, $1.87½ to $1.92½. Linseed—$2.87. xyxy=(840,932,1008,998)
deck: 50,000 Are Already Under Contract for Service in France. xyxy=(1261,823,1432,847)
column-rule xyxy=(1454,220,1455,2035)
deck: Of This Tonnage Berlin Says That 2,550,000 Is Great Britain's xyxy=(641,900,818,921)
lead-story xyxy=(138,220,619,737)
